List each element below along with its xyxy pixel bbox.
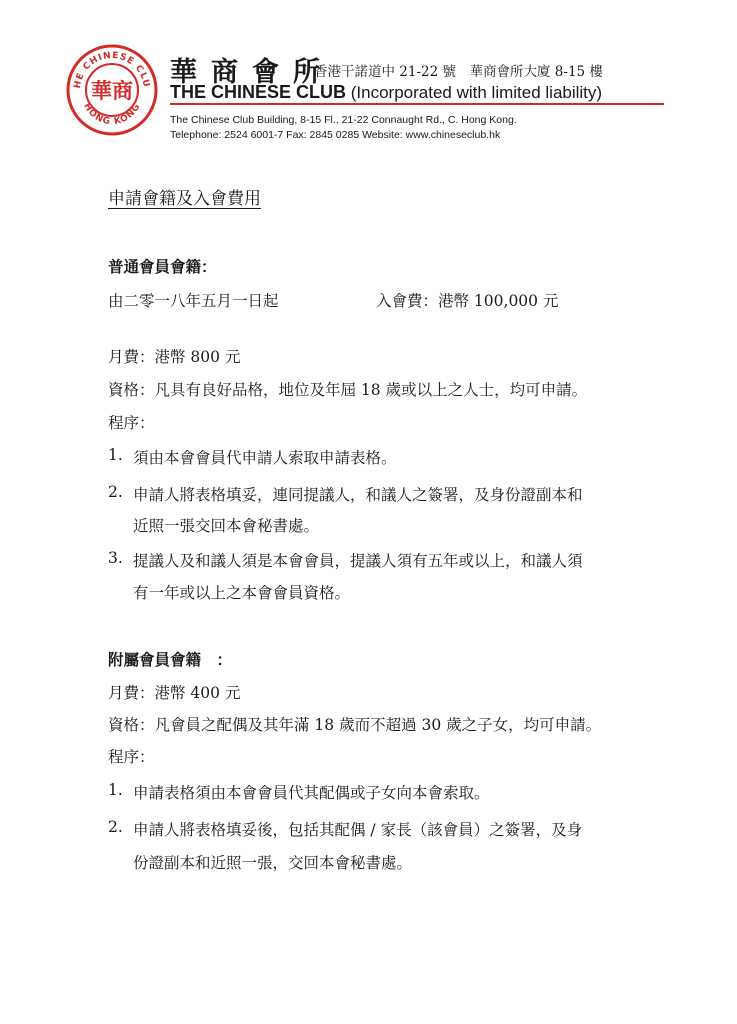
ordinary-step-3-number: 3. bbox=[108, 549, 123, 567]
associate-step-1-number: 1. bbox=[108, 781, 123, 799]
club-seal-icon bbox=[66, 44, 158, 136]
associate-step-2-line-1: 申請人將表格填妥後，包括其配偶 / 家長（該會員）之簽署，及身 bbox=[133, 821, 583, 839]
ordinary-step-1-text: 須由本會會員代申請人索取申請表格。 bbox=[133, 449, 397, 467]
club-name-en: THE CHINESE CLUB bbox=[170, 82, 347, 102]
associate-step-1-text: 申請表格須由本會會員代其配偶或子女向本會索取。 bbox=[133, 784, 490, 802]
logo-center-text: 華商 bbox=[91, 78, 133, 103]
associate-monthly-fee: 月費：港幣 400 元 bbox=[108, 684, 241, 702]
associate-step-2-number: 2. bbox=[108, 818, 123, 836]
associate-membership-title: 附屬會員會籍 ： bbox=[108, 650, 233, 669]
ordinary-step-3-line-1: 提議人及和議人須是本會會員，提議人須有五年或以上，和議人須 bbox=[133, 552, 583, 570]
letterhead-divider bbox=[170, 103, 664, 105]
club-name-cn: 華商會所 bbox=[170, 57, 334, 88]
ordinary-effective-date: 由二零一八年五月一日起 bbox=[108, 292, 279, 310]
club-address-cn: 香港干諾道中 21-22 號 華商會所大廈 8-15 樓 bbox=[314, 64, 603, 80]
ordinary-procedure-label: 程序： bbox=[108, 414, 155, 432]
associate-step-2-line-2: 份證副本和近照一張，交回本會秘書處。 bbox=[133, 854, 413, 872]
club-name-en-line bbox=[170, 82, 602, 103]
ordinary-membership-title: 普通會員會籍： bbox=[108, 257, 217, 276]
ordinary-step-2-line-1: 申請人將表格填妥，連同提議人，和議人之簽署，及身份證副本和 bbox=[133, 486, 583, 504]
ordinary-step-3-line-2: 有一年或以上之本會會員資格。 bbox=[133, 584, 351, 602]
ordinary-step-2-number: 2. bbox=[108, 483, 123, 501]
associate-eligibility: 資格：凡會員之配偶及其年滿 18 歲而不超過 30 歲之子女，均可申請。 bbox=[108, 716, 602, 734]
club-contact: Telephone: 2524 6001-7 Fax: 2845 0285 Website: www.chineseclub.hk bbox=[170, 129, 501, 141]
ordinary-eligibility: 資格：凡具有良好品格，地位及年屆 18 歲或以上之人士，均可申請。 bbox=[108, 381, 588, 399]
page-title: 申請會籍及入會費用 bbox=[108, 189, 261, 209]
club-logo bbox=[66, 44, 158, 136]
ordinary-entrance-fee: 入會費：港幣 100,000 元 bbox=[376, 292, 559, 310]
ordinary-step-1-number: 1. bbox=[108, 446, 123, 464]
club-address-en: The Chinese Club Building, 8-15 Fl., 21-22 Connaught Rd., C. Hong Kong. bbox=[170, 114, 517, 126]
ordinary-step-2-line-2: 近照一張交回本會秘書處。 bbox=[133, 517, 320, 535]
associate-procedure-label: 程序： bbox=[108, 748, 155, 766]
svg-text:HONG KONG bbox=[81, 102, 143, 127]
club-incorporated: (Incorporated with limited liability) bbox=[350, 83, 603, 102]
club-contact-block bbox=[170, 113, 517, 143]
logo-bottom-text: HONG KONG bbox=[81, 101, 143, 128]
logo-top-text: HE CHINESE CLU bbox=[72, 50, 152, 90]
ordinary-monthly-fee: 月費：港幣 800 元 bbox=[108, 348, 241, 366]
